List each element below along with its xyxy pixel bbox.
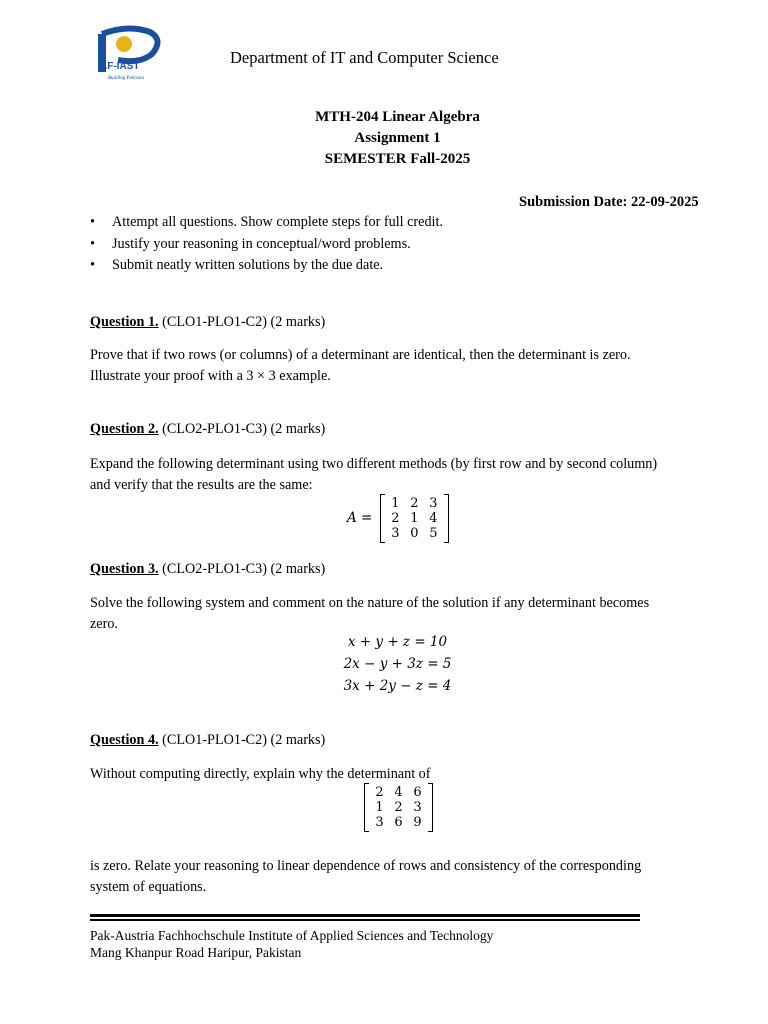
question-4-text-1: Without computing directly, explain why the determinant of bbox=[90, 766, 431, 782]
logo-tagline: Building Pakistan bbox=[108, 76, 144, 81]
bullet-icon: • bbox=[90, 214, 95, 230]
matrix-cell: 0 bbox=[410, 526, 419, 541]
question-title: Question 1. bbox=[90, 314, 159, 330]
matrix-cell: 1 bbox=[410, 511, 419, 526]
matrix-cell: 3 bbox=[413, 800, 422, 815]
matrix-b bbox=[364, 783, 433, 832]
question-meta: (CLO2-PLO1-C3) (2 marks) bbox=[158, 421, 326, 437]
question-2-text: Expand the following determinant using two different methods (by first row and by second column) and verify that the results are the same: bbox=[90, 456, 658, 493]
equation-1: x + y + z = 10 bbox=[347, 634, 448, 650]
matrix-cell: 4 bbox=[394, 785, 403, 800]
department-name: Department of IT and Computer Science bbox=[230, 48, 499, 67]
footer-rule-thin bbox=[90, 919, 640, 921]
bullet-icon: • bbox=[90, 235, 95, 252]
question-1-text: Prove that if two rows (or columns) of a determinant are identical, then the determinant is zero. Illustrate your proof with a 3 × 3 example. bbox=[90, 347, 631, 384]
footer-address: Mang Khanpur Road Haripur, Pakistan bbox=[90, 945, 302, 960]
matrix-cell: 6 bbox=[413, 785, 422, 800]
question-meta: (CLO2-PLO1-C3) (2 marks) bbox=[158, 561, 326, 577]
question-3-heading bbox=[90, 560, 325, 579]
question-meta: (CLO1-PLO1-C2) (2 marks) bbox=[158, 732, 326, 748]
bullet-icon: • bbox=[90, 257, 95, 273]
footer-institute: Pak-Austria Fachhochschule Institute of Applied Sciences and Technology bbox=[90, 928, 494, 943]
matrix-cell: 2 bbox=[394, 800, 403, 815]
question-meta: (CLO1-PLO1-C2) (2 marks) bbox=[158, 314, 326, 330]
question-3-text: Solve the following system and comment on the nature of the solution if any determinant becomes zero. bbox=[90, 595, 650, 632]
question-2-heading bbox=[90, 420, 325, 439]
matrix-cell: 5 bbox=[429, 526, 438, 541]
instructions-list bbox=[90, 213, 443, 278]
institute-logo bbox=[88, 24, 168, 84]
matrix-cell: 2 bbox=[375, 785, 384, 800]
submission-date: Submission Date: 22-09-2025 bbox=[519, 194, 699, 210]
assignment-title: Assignment 1 bbox=[354, 130, 441, 146]
logo-text: AF-IAST bbox=[100, 61, 140, 72]
matrix-cell: 1 bbox=[375, 800, 384, 815]
matrix-cell: 4 bbox=[429, 511, 438, 526]
matrix-cell: 9 bbox=[413, 815, 422, 830]
matrix-cell: 3 bbox=[375, 815, 384, 830]
matrix-label: A = bbox=[347, 510, 373, 527]
matrix-cell: 2 bbox=[410, 496, 419, 511]
matrix-a bbox=[347, 494, 449, 543]
matrix-cell: 3 bbox=[391, 526, 400, 541]
footer-rule-thick bbox=[90, 914, 640, 917]
question-4-heading bbox=[90, 731, 325, 750]
question-title: Question 2. bbox=[90, 421, 159, 437]
course-title: MTH-204 Linear Algebra bbox=[315, 109, 480, 125]
matrix-cell: 2 bbox=[391, 511, 400, 526]
matrix-cell: 6 bbox=[394, 815, 403, 830]
instruction-item: • Justify your reasoning in conceptual/word problems. bbox=[90, 235, 443, 257]
logo-graphic bbox=[88, 24, 168, 84]
question-4-text-2: is zero. Relate your reasoning to linear dependence of rows and consistency of the corresponding system of equations. bbox=[90, 858, 642, 895]
instruction-item: • Submit neatly written solutions by the due date. bbox=[90, 256, 443, 278]
question-title: Question 3. bbox=[90, 561, 159, 577]
matrix-cell: 1 bbox=[391, 496, 400, 511]
semester-title: SEMESTER Fall-2025 bbox=[324, 151, 471, 167]
equation-2: 2x − y + 3z = 5 bbox=[343, 656, 452, 672]
question-title: Question 4. bbox=[90, 732, 159, 748]
instruction-item: • Attempt all questions. Show complete steps for full credit. bbox=[90, 213, 443, 235]
equation-3: 3x + 2y − z = 4 bbox=[343, 678, 452, 694]
question-1-heading bbox=[90, 313, 325, 332]
matrix-cell: 3 bbox=[429, 496, 438, 511]
